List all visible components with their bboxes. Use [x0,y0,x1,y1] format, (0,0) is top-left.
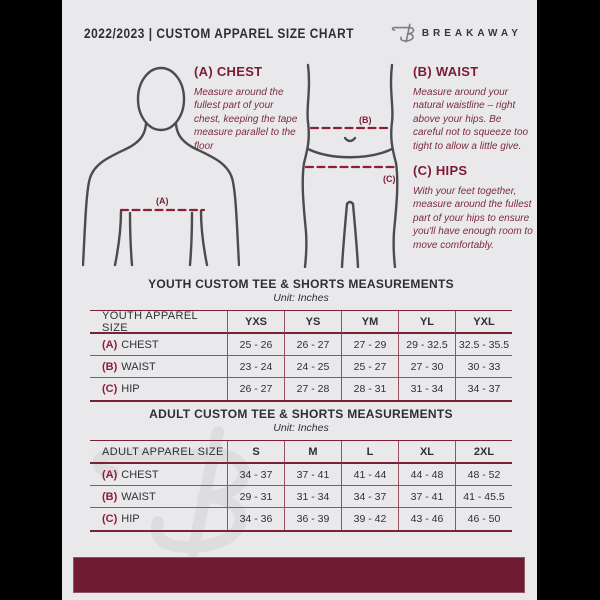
right-inner-leg [353,204,358,267]
youth-table-title: YOUTH CUSTOM TEE & SHORTS MEASUREMENTS [148,277,454,291]
measurement-cell: 27 - 29 [341,334,398,356]
measurement-cell: 43 - 46 [398,508,455,530]
header [84,18,522,48]
measurement-cell: 46 - 50 [455,508,512,530]
size-column-header: YL [398,311,455,334]
chest-guide-heading: (A) CHEST [194,64,263,79]
measurement-cell: 32.5 - 35.5 [455,334,512,356]
measurement-cell: 25 - 26 [227,334,284,356]
row-label [90,356,227,378]
hips-line-label: (C) [383,174,396,184]
brand-name: BREAKAWAY [421,27,522,39]
row-label-name: WAIST [121,490,156,503]
waist-guide-heading: (B) WAIST [413,64,479,79]
measurement-cell: 34 - 37 [341,486,398,508]
size-column-header: M [284,441,341,464]
right-torso-side [190,213,192,265]
size-chart-page [62,0,537,600]
head-outline [138,68,184,130]
navel-mark [345,138,355,141]
measurement-cell: 48 - 52 [455,464,512,486]
waistband-curve [308,149,392,157]
size-column-header: L [341,441,398,464]
lower-body-figure [291,60,409,268]
measurement-cell: 39 - 42 [341,508,398,530]
row-label-name: HIP [121,383,140,395]
chest-guide-text: Measure around the fullest part of your chest, keeping the tape measure parallel to the floor [194,87,298,152]
size-column-header: YXL [455,311,512,334]
waist-line-label: (B) [359,115,372,125]
table-header-label: YOUTH APPAREL SIZE [90,311,227,334]
left-torso-side [130,213,132,265]
left-shoulder-arm [83,124,146,265]
brand-lockup [391,20,522,46]
footer-accent-bar [73,557,525,593]
chest-line-label: (A) [156,196,169,206]
youth-size-table [90,310,512,402]
row-label-name: HIP [121,513,140,525]
waist-guide [413,64,533,153]
measurement-cell: 29 - 31 [227,486,284,508]
row-label-prefix: (A) [102,338,118,351]
hips-guide [413,163,533,252]
left-inner-leg [342,204,347,267]
measurement-cell: 37 - 41 [284,464,341,486]
left-inner-arm [115,211,121,265]
size-column-header: YM [341,311,398,334]
measurement-cell: 25 - 27 [341,356,398,378]
page-title: 2022/2023 | CUSTOM APPAREL SIZE CHART [84,25,354,41]
adult-size-table [90,440,512,532]
measurement-cell: 31 - 34 [398,378,455,400]
measurement-cell: 34 - 37 [455,378,512,400]
row-label [90,508,227,530]
measurement-cell: 34 - 37 [227,464,284,486]
size-column-header: XL [398,441,455,464]
row-label-prefix: (A) [102,468,118,481]
hips-guide-heading: (C) HIPS [413,163,468,178]
size-column-header: 2XL [455,441,512,464]
breakaway-b-logo-icon [391,20,417,46]
measurement-cell: 28 - 31 [341,378,398,400]
row-label [90,486,227,508]
waist-guide-text: Measure around your natural waistline – right above your hips. Be careful not to squeeze too tight to allow a little give. [413,87,529,152]
table-header-label: ADULT APPAREL SIZE [90,441,227,464]
measurement-cell: 24 - 25 [284,356,341,378]
row-label-name: WAIST [121,360,156,373]
size-column-header: YXS [227,311,284,334]
measurement-cell: 23 - 24 [227,356,284,378]
measurement-cell: 26 - 27 [284,334,341,356]
youth-table-unit: Unit: Inches [273,292,329,304]
right-inner-arm [201,211,207,265]
measurement-cell: 36 - 39 [284,508,341,530]
measurement-cell: 29 - 32.5 [398,334,455,356]
row-label-prefix: (C) [102,383,118,395]
row-label-prefix: (B) [102,490,118,503]
adult-table-title: ADULT CUSTOM TEE & SHORTS MEASUREMENTS [149,407,453,421]
row-label [90,334,227,356]
row-label [90,378,227,400]
measurement-cell: 31 - 34 [284,486,341,508]
measurement-cell: 27 - 28 [284,378,341,400]
measurement-cell: 44 - 48 [398,464,455,486]
row-label-prefix: (C) [102,513,118,525]
size-column-header: YS [284,311,341,334]
row-label-name: CHEST [121,338,159,351]
measurement-cell: 34 - 36 [227,508,284,530]
measurement-cell: 41 - 44 [341,464,398,486]
measurement-cell: 37 - 41 [398,486,455,508]
measurement-cell: 30 - 33 [455,356,512,378]
adult-table-unit: Unit: Inches [273,422,329,434]
measurement-cell: 27 - 30 [398,356,455,378]
row-label [90,464,227,486]
row-label-name: CHEST [121,468,159,481]
measurement-cell: 41 - 45.5 [455,486,512,508]
measurement-cell: 26 - 27 [227,378,284,400]
row-label-prefix: (B) [102,360,118,373]
hips-guide-text: With your feet together, measure around the fullest part of your hips to ensure you'll have enough room to move comfortably. [413,186,533,251]
size-column-header: S [227,441,284,464]
chest-guide [194,64,300,153]
